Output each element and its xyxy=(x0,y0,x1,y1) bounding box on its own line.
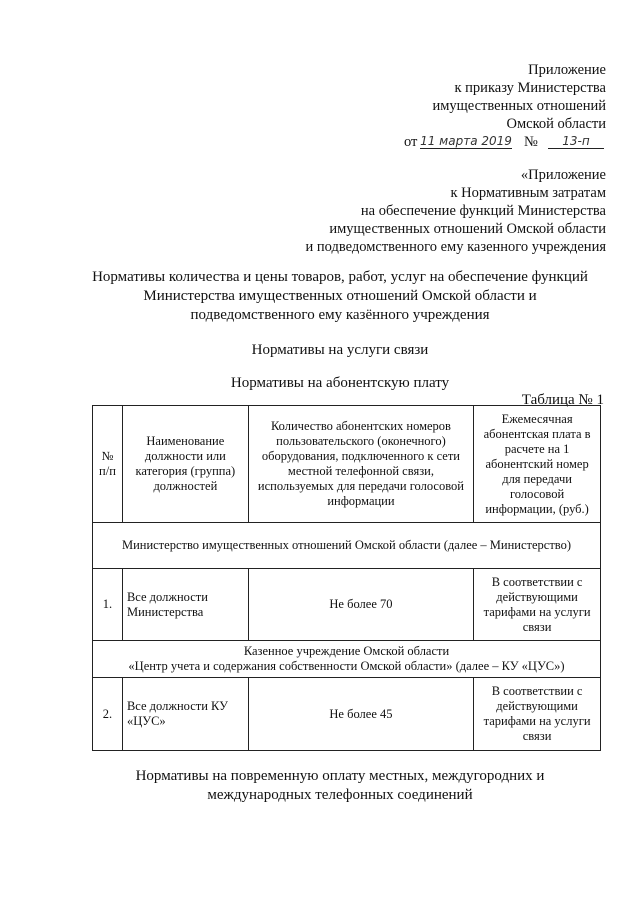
table-label: Таблица № 1 xyxy=(521,392,604,408)
group-row-institution xyxy=(93,641,601,678)
annex-line-3: на обеспечение функций Министерства xyxy=(360,203,606,219)
annex-line-2: к Нормативным затратам xyxy=(450,185,606,201)
annex-line-5: и подведомственного ему казенного учреждения xyxy=(305,239,606,255)
group-institution-line-2: «Центр учета и содержания собственности Омской области» (далее – КУ «ЦУС») xyxy=(128,659,565,673)
number-label: № xyxy=(524,134,538,150)
group-ministry: Министерство имущественных отношений Омской области (далее – Министерство) xyxy=(93,523,601,569)
group-institution xyxy=(93,641,601,678)
annex-line-4: имущественных отношений Омской области xyxy=(329,221,606,237)
next-section-line-1: Нормативы на повременную оплату местных, междугородних и xyxy=(135,768,545,784)
approval-line-1: Приложение xyxy=(528,62,606,78)
header-number: № п/п xyxy=(93,406,123,523)
group-institution-line-1: Казенное учреждение Омской области xyxy=(243,644,450,658)
row-number: 1. xyxy=(93,569,123,641)
from-label: от xyxy=(404,134,418,150)
header-count: Количество абонентских номеров пользовательского (оконечного) оборудования, подключенного к сети местной телефонной связи, используемых для передачи голосовой информации xyxy=(248,406,473,523)
table-header-row xyxy=(93,406,601,523)
title-line-1: Нормативы количества и цены товаров, работ, услуг на обеспечение функций xyxy=(92,269,588,285)
row-count: Не более 45 xyxy=(248,678,473,751)
row-count: Не более 70 xyxy=(248,569,473,641)
approval-line-3: имущественных отношений xyxy=(432,98,606,114)
title-line-3: подведомственного ему казённого учреждения xyxy=(190,307,490,323)
approval-line-2: к приказу Министерства xyxy=(454,80,606,96)
row-position: Все должности Министерства xyxy=(122,569,248,641)
section-title: Нормативы на услуги связи xyxy=(251,342,429,358)
row-position: Все должности КУ «ЦУС» xyxy=(122,678,248,751)
row-number: 2. xyxy=(93,678,123,751)
title-line-2: Министерства имущественных отношений Омской области и xyxy=(143,288,537,304)
tariff-table xyxy=(92,405,601,751)
table-row xyxy=(93,678,601,751)
group-row-ministry xyxy=(93,523,601,569)
order-date: 11 марта 2019 xyxy=(420,134,512,148)
header-fee: Ежемесячная абонентская плата в расчете на 1 абонентский номер для передачи голосовой информации, (руб.) xyxy=(474,406,601,523)
order-number: 13-п xyxy=(548,134,604,149)
row-fee: В соответствии с действующими тарифами на услуги связи xyxy=(474,678,601,751)
approval-line-4: Омской области xyxy=(506,116,606,132)
subsection-title: Нормативы на абонентскую плату xyxy=(230,375,450,391)
row-fee: В соответствии с действующими тарифами на услуги связи xyxy=(474,569,601,641)
table-row xyxy=(93,569,601,641)
annex-line-1: «Приложение xyxy=(520,167,606,183)
header-position: Наименование должности или категория (группа) должностей xyxy=(122,406,248,523)
next-section-line-2: международных телефонных соединений xyxy=(207,787,473,803)
